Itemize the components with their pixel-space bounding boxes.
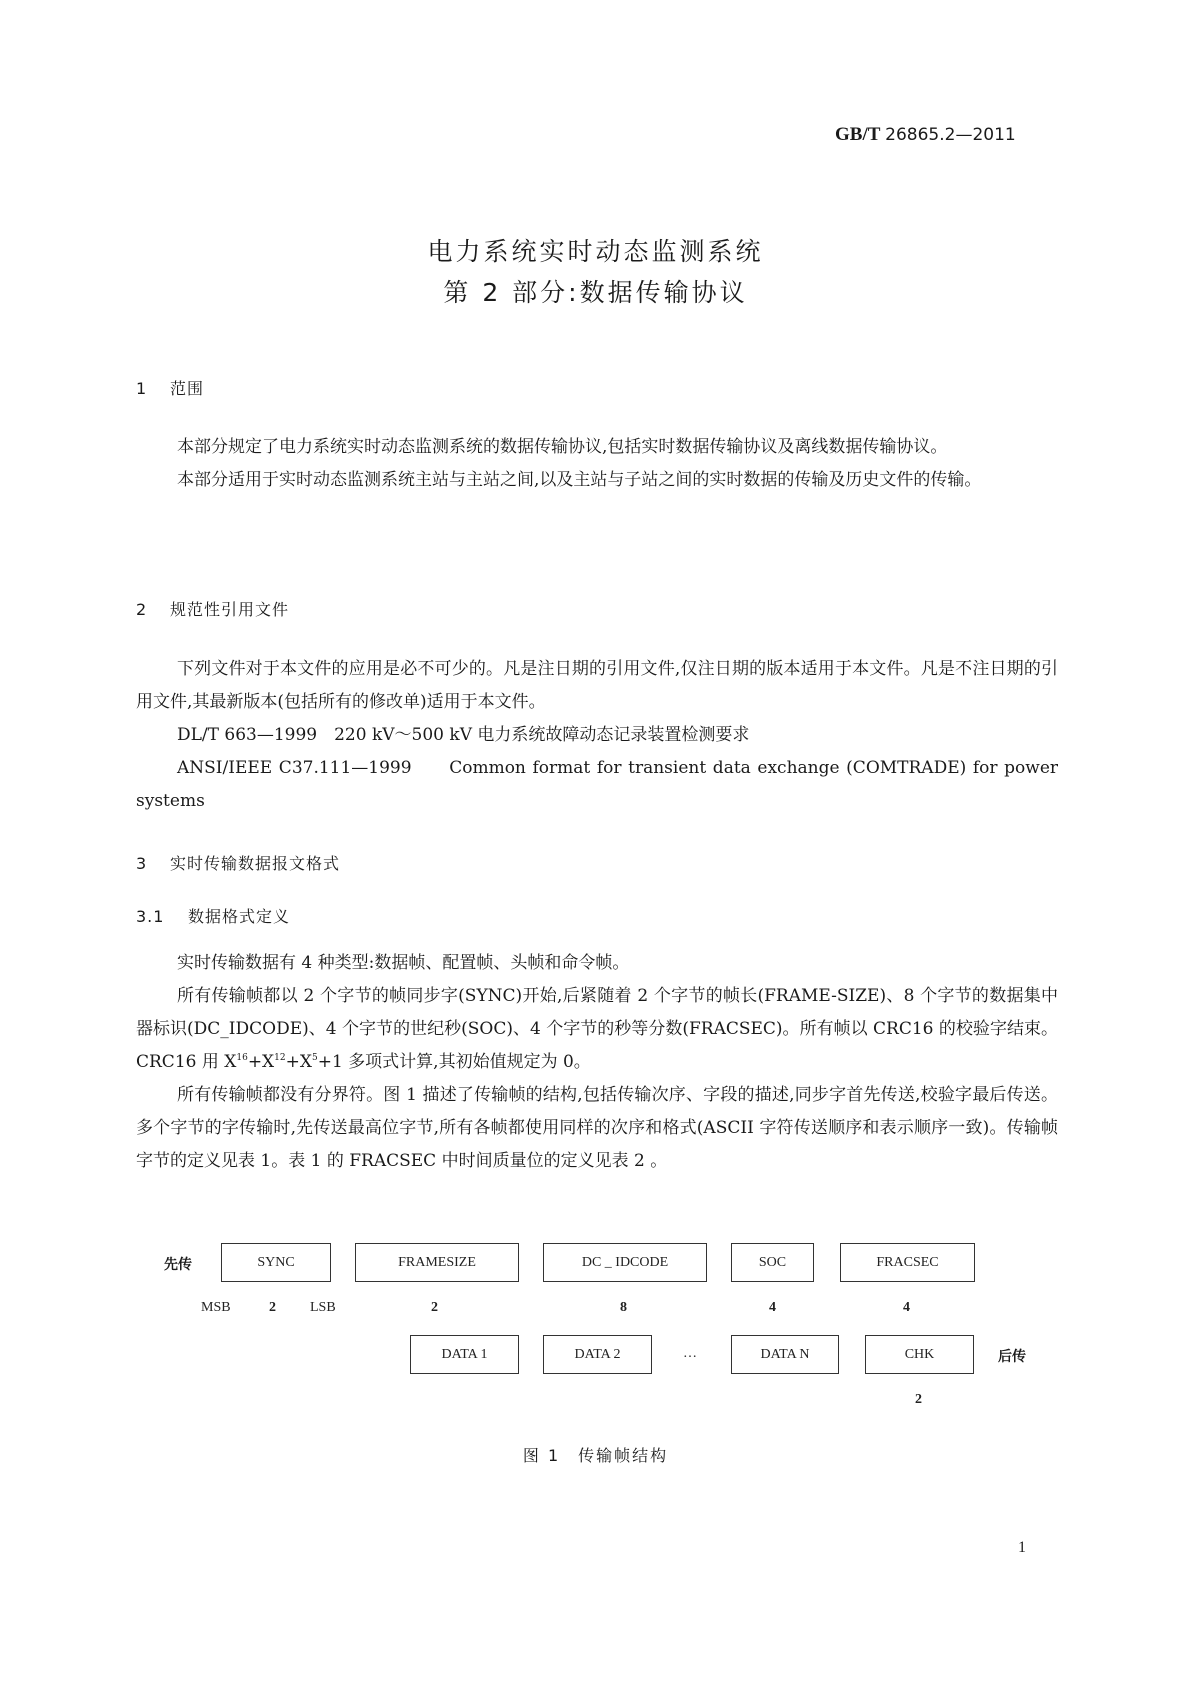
soc-bytes: 4 — [769, 1300, 776, 1315]
first-transmitted-label: 先传 — [164, 1257, 192, 1273]
lsb-label: LSB — [310, 1300, 336, 1315]
dc-idcode-bytes: 8 — [620, 1300, 627, 1315]
section-3-1-heading — [136, 904, 290, 927]
section-number: 3 — [136, 854, 148, 873]
figure-caption: 图 1 传输帧结构 — [522, 1446, 669, 1465]
text-run: +1 多项式计算,其初始值规定为 0。 — [317, 1052, 591, 1072]
frame-field-soc: SOC — [731, 1243, 814, 1282]
section-3-1-body — [136, 947, 1058, 1178]
standard-code: 26865.2—2011 — [885, 125, 1016, 145]
frame-field-framesize: FRAMESIZE — [355, 1243, 519, 1282]
document-title-line1: 电力系统实时动态监测系统 — [427, 237, 764, 266]
paragraph: 本部分适用于实时动态监测系统主站与主站之间,以及主站与子站之间的实时数据的传输及历史文件的传输。 — [177, 470, 982, 490]
framesize-bytes: 2 — [431, 1300, 438, 1315]
section-title: 实时传输数据报文格式 — [170, 854, 341, 873]
section-number: 1 — [136, 379, 148, 398]
section-3-heading — [136, 851, 340, 874]
exponent: 5 — [311, 1053, 318, 1063]
fracsec-bytes: 4 — [903, 1300, 910, 1315]
reference-title: 220 kV～500 kV 电力系统故障动态记录装置检测要求 — [334, 725, 750, 745]
frame-field-data-2: DATA 2 — [543, 1335, 652, 1374]
frame-field-fracsec: FRACSEC — [840, 1243, 975, 1282]
section-title: 范围 — [170, 379, 205, 398]
paragraph: 所有传输帧都没有分界符。图 1 描述了传输帧的结构,包括传输次序、字段的描述,同步字首先传送,校验字最后传送。多个字节的字传输时,先传送最高位字节,所有各帧都使用同样的次序和格式(ASCII 字符传送顺序和表示顺序一致)。传输帧字节的定义见表 1。表 1 的 FRACSEC 中时间质量位的定义见表 2 。 — [136, 1085, 1058, 1171]
section-2-body — [136, 653, 1058, 818]
text-run: +X — [247, 1052, 275, 1072]
paragraph — [136, 980, 1058, 1079]
frame-field-data-1: DATA 1 — [410, 1335, 519, 1374]
reference-code: ANSI/IEEE C37.111—1999 — [177, 758, 412, 778]
sync-bytes: 2 — [269, 1300, 276, 1315]
section-2-heading — [136, 597, 289, 620]
frame-field-dc-idcode: DC _ IDCODE — [543, 1243, 707, 1282]
msb-label: MSB — [201, 1300, 231, 1315]
section-number: 2 — [136, 600, 148, 619]
chk-bytes: 2 — [915, 1392, 922, 1407]
reference-item — [136, 719, 1058, 752]
paragraph: 下列文件对于本文件的应用是必不可少的。凡是注日期的引用文件,仅注日期的版本适用于本文件。凡是不注日期的引用文件,其最新版本(包括所有的修改单)适用于本文件。 — [136, 659, 1058, 712]
section-title: 数据格式定义 — [188, 907, 291, 926]
section-title: 规范性引用文件 — [170, 600, 290, 619]
standard-prefix: GB/T — [835, 124, 881, 145]
text-run: 所有传输帧都以 2 个字节的帧同步字(SYNC)开始,后紧随着 2 个字节的帧长(FRAME-SIZE)、8 个字节的数据集中器标识(DC_IDCODE)、4 个字节的世纪秒(SOC)、4 个字节的秒等分数(FRACSEC)。所有帧以 CRC16 的校验字结束。CRC16 用 X — [136, 986, 1058, 1072]
reference-item — [136, 752, 1058, 818]
exponent: 12 — [274, 1053, 286, 1063]
section-number: 3.1 — [136, 907, 165, 926]
section-1-heading — [136, 376, 204, 399]
paragraph: 本部分规定了电力系统实时动态监测系统的数据传输协议,包括实时数据传输协议及离线数据传输协议。 — [177, 437, 948, 457]
page-number: 1 — [1018, 1539, 1026, 1556]
reference-title: Common format for transient data exchange (COMTRADE) for power systems — [136, 758, 1059, 811]
standard-number — [835, 124, 1016, 146]
ellipsis: … — [683, 1346, 697, 1361]
frame-field-data-n: DATA N — [731, 1335, 839, 1374]
document-title-line2: 第 2 部分:数据传输协议 — [443, 278, 748, 307]
frame-field-chk: CHK — [865, 1335, 974, 1374]
exponent: 16 — [236, 1053, 248, 1063]
reference-code: DL/T 663—1999 — [177, 725, 318, 745]
paragraph: 实时传输数据有 4 种类型:数据帧、配置帧、头帧和命令帧。 — [177, 953, 630, 973]
section-1-body — [136, 431, 1058, 497]
frame-field-sync: SYNC — [221, 1243, 331, 1282]
text-run: +X — [285, 1052, 312, 1072]
last-transmitted-label: 后传 — [998, 1349, 1026, 1365]
